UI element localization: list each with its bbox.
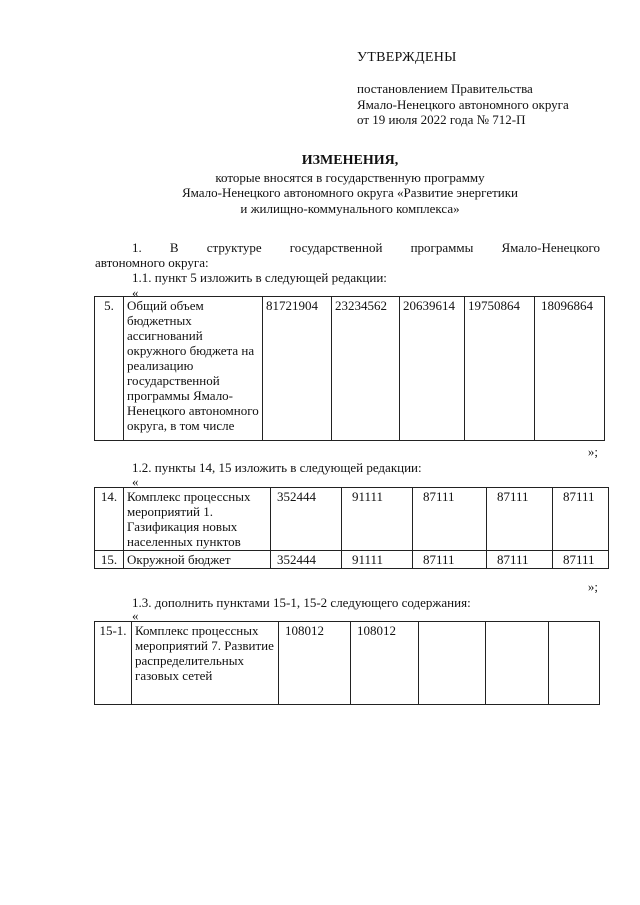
approval-line-2: Ямало-Ненецкого автономного округа [357, 97, 569, 112]
row-value-1: 352444 [271, 488, 342, 551]
row-value-2: 91111 [342, 488, 413, 551]
table-items-14-15 [94, 487, 609, 569]
row-name: Комплекс процессных мероприятий 7. Развитие распределительных газовых сетей [132, 622, 279, 705]
open-quote: « [132, 285, 139, 300]
table-row [95, 297, 605, 441]
heading-subtitle-2: Ямало-Ненецкого автономного округа «Развитие энергетики [181, 185, 519, 200]
row-value-2: 91111 [342, 551, 413, 569]
paragraph-1-line-1: 1. В структуре государственной программы Ямало-Ненецкого [132, 240, 600, 255]
close-quote: »; [587, 579, 598, 594]
row-value-5 [549, 622, 600, 705]
row-value-5: 18096864 [535, 297, 605, 441]
approval-line-1: постановлением Правительства [357, 81, 533, 96]
paragraph-1-2: 1.2. пункты 14, 15 изложить в следующей редакции: [132, 460, 422, 475]
open-quote: « [132, 474, 139, 489]
table-row [95, 488, 609, 551]
row-number: 15. [95, 551, 124, 569]
row-value-4: 87111 [487, 551, 553, 569]
close-quote: »; [587, 444, 598, 459]
row-value-2: 23234562 [332, 297, 400, 441]
paragraph-1-1: 1.1. пункт 5 изложить в следующей редакции: [132, 270, 387, 285]
row-value-3 [419, 622, 486, 705]
row-name: Общий объем бюджетных ассигнований окружного бюджета на реализацию государственной программы Ямало-Ненецкого автономного округа, в том числе [124, 297, 263, 441]
heading-subtitle-1: которые вносятся в государственную программу [215, 170, 485, 185]
row-value-4: 19750864 [465, 297, 535, 441]
approval-title: УТВЕРЖДЕНЫ [357, 50, 457, 65]
row-value-5: 87111 [553, 551, 609, 569]
row-value-3: 20639614 [400, 297, 465, 441]
row-number: 15-1. [95, 622, 132, 705]
table-row [95, 551, 609, 569]
row-name: Окружной бюджет [124, 551, 271, 569]
approval-line-3: от 19 июля 2022 года № 712-П [357, 112, 526, 127]
row-value-1: 81721904 [263, 297, 332, 441]
open-quote: « [132, 608, 139, 623]
row-number: 14. [95, 488, 124, 551]
row-number: 5. [95, 297, 124, 441]
row-value-5: 87111 [553, 488, 609, 551]
row-value-1: 352444 [271, 551, 342, 569]
table-row [95, 622, 600, 705]
paragraph-1-line-2: автономного округа: [95, 255, 209, 270]
paragraph-1-3: 1.3. дополнить пунктами 15-1, 15-2 следующего содержания: [132, 595, 471, 610]
row-value-2: 108012 [351, 622, 419, 705]
heading-subtitle-3: и жилищно-коммунального комплекса» [240, 201, 460, 216]
document-title: ИЗМЕНЕНИЯ, [301, 153, 399, 168]
row-value-4 [486, 622, 549, 705]
table-item-5 [94, 296, 605, 441]
row-value-1: 108012 [279, 622, 351, 705]
row-name: Комплекс процессных мероприятий 1. Газификация новых населенных пунктов [124, 488, 271, 551]
table-item-15-1 [94, 621, 600, 705]
row-value-4: 87111 [487, 488, 553, 551]
row-value-3: 87111 [413, 488, 487, 551]
row-value-3: 87111 [413, 551, 487, 569]
